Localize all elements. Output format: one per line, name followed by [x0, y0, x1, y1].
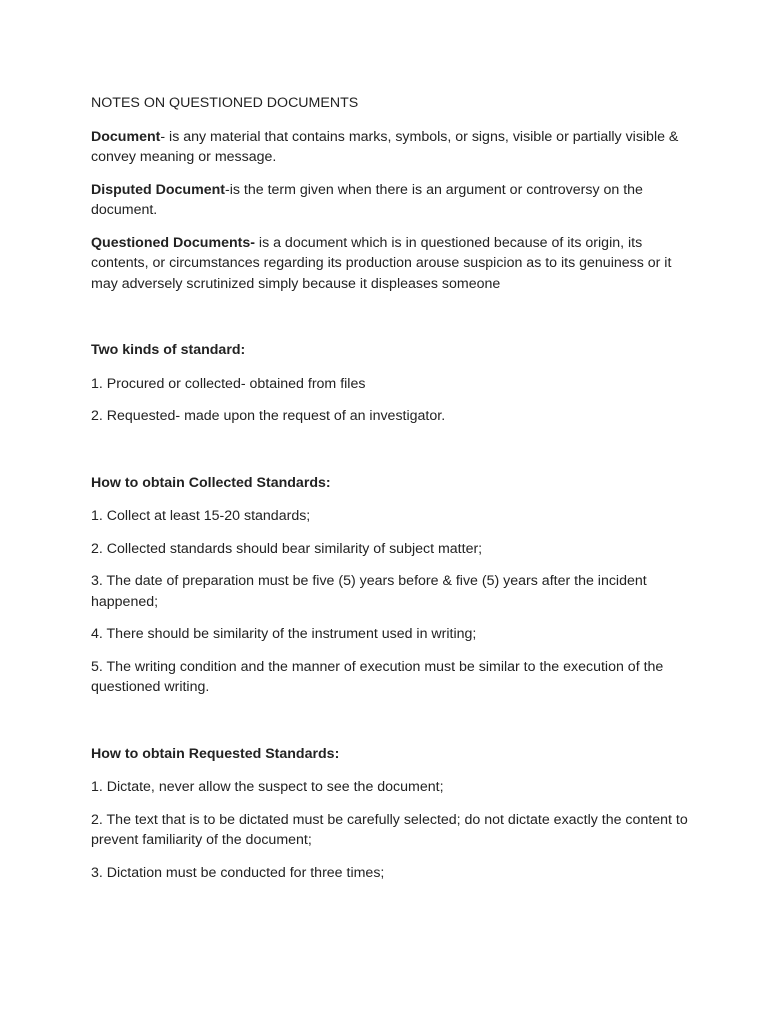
list-item: 4. There should be similarity of the instrument used in writing; — [91, 626, 477, 642]
list-item: 1. Procured or collected- obtained from files — [91, 375, 366, 392]
definition-term: Questioned Documents- — [91, 234, 255, 251]
list-item: 5. The writing condition and the manner of execution must be similar to the execution of the questioned writing. — [91, 658, 664, 695]
list-item: 3. Dictation must be conducted for three times; — [91, 864, 385, 881]
definition-text: - is any material that contains marks, symbols, or signs, visible or partially visible & convey meaning or message. — [91, 128, 679, 165]
section-heading-collected: How to obtain Collected Standards: — [91, 474, 331, 491]
definition-text: -is the term given when there is an argument or controversy on the document. — [91, 181, 643, 218]
list-item: 2. Collected standards should bear similarity of subject matter; — [91, 540, 483, 557]
section-spacer — [91, 710, 691, 744]
document-content — [91, 93, 691, 895]
definition-questioned-documents — [91, 233, 691, 295]
definition-term: Disputed Document — [91, 181, 225, 198]
definition-text: is a document which is in questioned because of its origin, its contents, or circumstances regarding its production arouse suspicion as to its genuiness or it may adversely scrutinized simply because it displeases someone — [91, 234, 672, 292]
list-item: 3. The date of preparation must be five (5) years before & five (5) years after the incident happened; — [91, 573, 647, 610]
page-title: NOTES ON QUESTIONED DOCUMENTS — [91, 95, 359, 111]
section-spacer — [91, 439, 691, 473]
list-item: 1. Dictate, never allow the suspect to see the document; — [91, 779, 444, 795]
definition-disputed-document — [91, 180, 691, 221]
section-heading-requested: How to obtain Requested Standards: — [91, 745, 340, 762]
list-item: 2. The text that is to be dictated must be carefully selected; do not dictate exactly the content to prevent familiarity of the document; — [91, 811, 688, 848]
section-heading-standards: Two kinds of standard: — [91, 342, 246, 358]
definition-term: Document — [91, 128, 161, 145]
definition-document — [91, 127, 691, 168]
list-item: 2. Requested- made upon the request of an investigator. — [91, 408, 446, 424]
section-spacer — [91, 306, 691, 340]
list-item: 1. Collect at least 15-20 standards; — [91, 508, 311, 524]
